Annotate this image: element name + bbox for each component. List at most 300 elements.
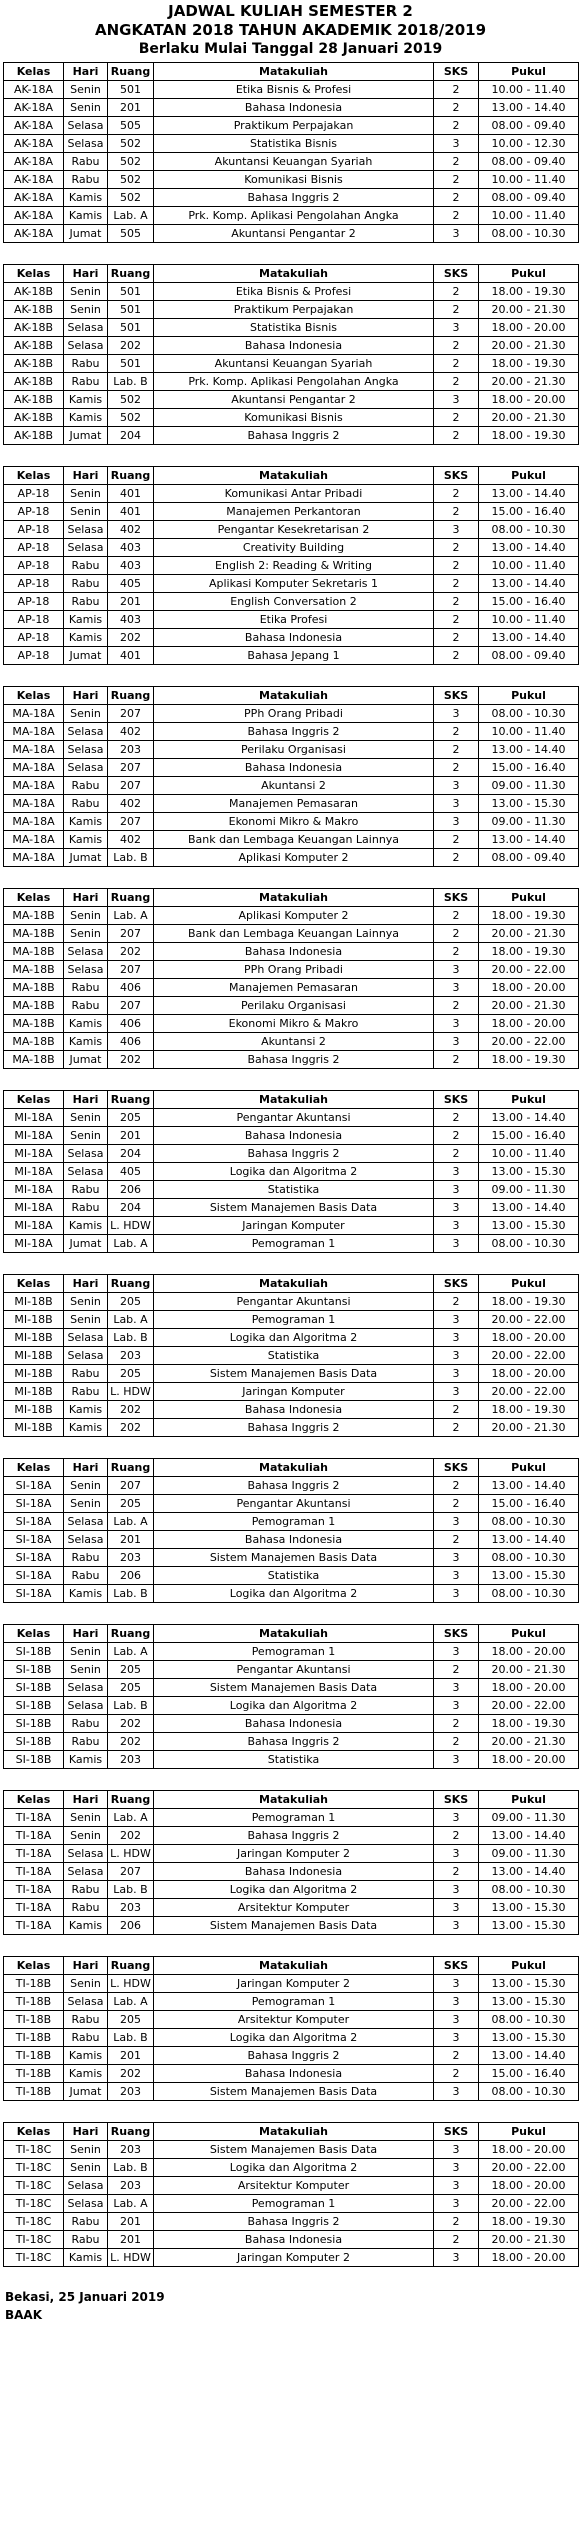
cell-sks: 2 [434, 611, 479, 629]
cell-matakuliah: Ekonomi Mikro & Makro [154, 1015, 434, 1033]
cell-matakuliah: Pengantar Kesekretarisan 2 [154, 521, 434, 539]
cell-matakuliah: Prk. Komp. Aplikasi Pengolahan Angka [154, 373, 434, 391]
cell-matakuliah: Sistem Manajemen Basis Data [154, 2083, 434, 2101]
cell-sks: 2 [434, 153, 479, 171]
table-row [4, 741, 579, 759]
cell-hari: Senin [64, 1127, 108, 1145]
cell-hari: Senin [64, 1311, 108, 1329]
cell-kelas: MA-18B [4, 907, 64, 925]
cell-pukul: 13.00 - 14.40 [479, 1109, 579, 1127]
table-row [4, 409, 579, 427]
cell-ruang: 402 [108, 723, 154, 741]
cell-kelas: TI-18A [4, 1845, 64, 1863]
table-row [4, 539, 579, 557]
cell-pukul: 13.00 - 15.30 [479, 1975, 579, 1993]
cell-hari: Kamis [64, 2065, 108, 2083]
cell-pukul: 13.00 - 14.40 [479, 1477, 579, 1495]
schedule-table [3, 1790, 579, 1935]
cell-hari: Selasa [64, 961, 108, 979]
table-row [4, 2065, 579, 2083]
column-header-kelas: Kelas [4, 1275, 64, 1293]
table-row [4, 207, 579, 225]
cell-hari: Kamis [64, 1033, 108, 1051]
cell-ruang: 205 [108, 1365, 154, 1383]
column-header-sks: SKS [434, 1791, 479, 1809]
cell-matakuliah: Logika dan Algoritma 2 [154, 2029, 434, 2047]
cell-ruang: 206 [108, 1567, 154, 1585]
cell-sks: 2 [434, 997, 479, 1015]
cell-hari: Rabu [64, 373, 108, 391]
cell-ruang: 207 [108, 777, 154, 795]
cell-sks: 3 [434, 813, 479, 831]
column-header-hari: Hari [64, 1459, 108, 1477]
cell-kelas: TI-18C [4, 2231, 64, 2249]
cell-sks: 3 [434, 1217, 479, 1235]
cell-ruang: Lab. A [108, 1311, 154, 1329]
cell-kelas: TI-18C [4, 2177, 64, 2195]
cell-sks: 2 [434, 427, 479, 445]
cell-kelas: MI-18B [4, 1293, 64, 1311]
cell-ruang: 201 [108, 2231, 154, 2249]
cell-pukul: 18.00 - 20.00 [479, 391, 579, 409]
cell-sks: 3 [434, 1697, 479, 1715]
cell-pukul: 20.00 - 22.00 [479, 1347, 579, 1365]
table-header-row [4, 1957, 579, 1975]
cell-ruang: 403 [108, 557, 154, 575]
column-header-pukul: Pukul [479, 467, 579, 485]
cell-matakuliah: Bahasa Inggris 2 [154, 1051, 434, 1069]
cell-ruang: 203 [108, 2083, 154, 2101]
table-row [4, 1697, 579, 1715]
table-row [4, 373, 579, 391]
cell-hari: Senin [64, 925, 108, 943]
cell-sks: 2 [434, 81, 479, 99]
cell-sks: 2 [434, 207, 479, 225]
cell-kelas: MA-18B [4, 1033, 64, 1051]
cell-pukul: 18.00 - 20.00 [479, 2177, 579, 2195]
cell-pukul: 20.00 - 21.30 [479, 925, 579, 943]
cell-pukul: 13.00 - 14.40 [479, 741, 579, 759]
cell-sks: 3 [434, 1679, 479, 1697]
cell-kelas: AP-18 [4, 557, 64, 575]
table-row [4, 2159, 579, 2177]
cell-ruang: 203 [108, 1751, 154, 1769]
cell-ruang: 406 [108, 979, 154, 997]
cell-ruang: 202 [108, 1733, 154, 1751]
table-row [4, 2011, 579, 2029]
cell-ruang: 202 [108, 1051, 154, 1069]
column-header-sks: SKS [434, 1625, 479, 1643]
cell-matakuliah: Bahasa Indonesia [154, 759, 434, 777]
cell-ruang: 204 [108, 1145, 154, 1163]
table-row [4, 319, 579, 337]
cell-sks: 2 [434, 355, 479, 373]
table-row [4, 1751, 579, 1769]
cell-kelas: SI-18A [4, 1495, 64, 1513]
cell-ruang: 207 [108, 1863, 154, 1881]
table-row [4, 1661, 579, 1679]
cell-sks: 3 [434, 521, 479, 539]
cell-sks: 2 [434, 759, 479, 777]
cell-hari: Rabu [64, 979, 108, 997]
cell-kelas: MI-18B [4, 1347, 64, 1365]
cell-sks: 2 [434, 539, 479, 557]
cell-matakuliah: Etika Profesi [154, 611, 434, 629]
cell-sks: 2 [434, 1495, 479, 1513]
cell-matakuliah: Sistem Manajemen Basis Data [154, 2141, 434, 2159]
cell-kelas: SI-18B [4, 1751, 64, 1769]
cell-hari: Selasa [64, 943, 108, 961]
cell-hari: Rabu [64, 2231, 108, 2249]
cell-ruang: 402 [108, 521, 154, 539]
cell-sks: 3 [434, 2249, 479, 2267]
cell-matakuliah: Pemograman 1 [154, 1643, 434, 1661]
table-row [4, 1679, 579, 1697]
cell-kelas: AK-18A [4, 171, 64, 189]
cell-ruang: 207 [108, 705, 154, 723]
cell-pukul: 20.00 - 22.00 [479, 1311, 579, 1329]
cell-kelas: AK-18A [4, 117, 64, 135]
cell-matakuliah: Bank dan Lembaga Keuangan Lainnya [154, 831, 434, 849]
cell-ruang: 203 [108, 2141, 154, 2159]
cell-matakuliah: Bahasa Inggris 2 [154, 723, 434, 741]
cell-ruang: 205 [108, 1495, 154, 1513]
cell-pukul: 15.00 - 16.40 [479, 1127, 579, 1145]
table-row [4, 1643, 579, 1661]
cell-sks: 3 [434, 1917, 479, 1935]
column-header-pukul: Pukul [479, 687, 579, 705]
cell-kelas: MA-18A [4, 723, 64, 741]
table-header-row [4, 1791, 579, 1809]
table-header-row [4, 1625, 579, 1643]
cell-matakuliah: Sistem Manajemen Basis Data [154, 1199, 434, 1217]
cell-ruang: 207 [108, 759, 154, 777]
cell-matakuliah: Manajemen Pemasaran [154, 979, 434, 997]
cell-pukul: 08.00 - 09.40 [479, 647, 579, 665]
cell-kelas: SI-18B [4, 1733, 64, 1751]
cell-hari: Senin [64, 503, 108, 521]
cell-sks: 3 [434, 319, 479, 337]
cell-sks: 2 [434, 171, 479, 189]
cell-pukul: 13.00 - 14.40 [479, 99, 579, 117]
column-header-kelas: Kelas [4, 1791, 64, 1809]
cell-pukul: 18.00 - 19.30 [479, 283, 579, 301]
cell-pukul: 13.00 - 14.40 [479, 831, 579, 849]
cell-hari: Jumat [64, 849, 108, 867]
cell-pukul: 13.00 - 14.40 [479, 1199, 579, 1217]
cell-pukul: 18.00 - 20.00 [479, 1015, 579, 1033]
cell-hari: Jumat [64, 2083, 108, 2101]
cell-kelas: TI-18C [4, 2249, 64, 2267]
table-row [4, 1715, 579, 1733]
cell-matakuliah: Bahasa Indonesia [154, 99, 434, 117]
table-row [4, 1015, 579, 1033]
table-row [4, 2231, 579, 2249]
cell-pukul: 08.00 - 10.30 [479, 1881, 579, 1899]
cell-matakuliah: Akuntansi Keuangan Syariah [154, 355, 434, 373]
cell-kelas: SI-18A [4, 1585, 64, 1603]
cell-ruang: 202 [108, 1715, 154, 1733]
schedule-table [3, 62, 579, 243]
cell-hari: Jumat [64, 427, 108, 445]
cell-matakuliah: Bahasa Inggris 2 [154, 2047, 434, 2065]
table-row [4, 759, 579, 777]
cell-kelas: AK-18A [4, 153, 64, 171]
cell-pukul: 08.00 - 09.40 [479, 153, 579, 171]
cell-matakuliah: Arsitektur Komputer [154, 2177, 434, 2195]
document-subtitle: ANGKATAN 2018 TAHUN AKADEMIK 2018/2019 [94, 21, 487, 39]
table-row [4, 1145, 579, 1163]
cell-pukul: 08.00 - 10.30 [479, 1585, 579, 1603]
cell-kelas: TI-18B [4, 1993, 64, 2011]
cell-hari: Senin [64, 1643, 108, 1661]
cell-kelas: MI-18B [4, 1365, 64, 1383]
cell-ruang: 205 [108, 1679, 154, 1697]
document-footer [5, 2288, 581, 2324]
cell-ruang: 203 [108, 1347, 154, 1365]
cell-matakuliah: Bahasa Inggris 2 [154, 189, 434, 207]
table-header-row [4, 467, 579, 485]
cell-kelas: MA-18B [4, 1051, 64, 1069]
cell-hari: Selasa [64, 1845, 108, 1863]
cell-kelas: TI-18B [4, 2011, 64, 2029]
cell-sks: 3 [434, 225, 479, 243]
schedule-table [3, 264, 579, 445]
cell-hari: Kamis [64, 1585, 108, 1603]
cell-kelas: TI-18C [4, 2159, 64, 2177]
table-row [4, 1347, 579, 1365]
table-row [4, 997, 579, 1015]
cell-sks: 2 [434, 1661, 479, 1679]
cell-matakuliah: PPh Orang Pribadi [154, 705, 434, 723]
cell-kelas: MI-18B [4, 1329, 64, 1347]
cell-ruang: 205 [108, 1293, 154, 1311]
table-row [4, 283, 579, 301]
cell-hari: Kamis [64, 1015, 108, 1033]
cell-hari: Rabu [64, 795, 108, 813]
schedule-table [3, 1458, 579, 1603]
cell-kelas: TI-18A [4, 1881, 64, 1899]
cell-matakuliah: Etika Bisnis & Profesi [154, 81, 434, 99]
cell-matakuliah: Bahasa Inggris 2 [154, 427, 434, 445]
column-header-hari: Hari [64, 687, 108, 705]
column-header-matakuliah: Matakuliah [154, 1957, 434, 1975]
cell-sks: 3 [434, 2011, 479, 2029]
cell-sks: 2 [434, 2213, 479, 2231]
cell-ruang: 202 [108, 629, 154, 647]
cell-matakuliah: Statistika [154, 1567, 434, 1585]
cell-sks: 2 [434, 2231, 479, 2249]
cell-ruang: Lab. B [108, 2159, 154, 2177]
cell-pukul: 20.00 - 22.00 [479, 2159, 579, 2177]
cell-pukul: 20.00 - 22.00 [479, 1697, 579, 1715]
cell-sks: 2 [434, 723, 479, 741]
cell-pukul: 20.00 - 21.30 [479, 1661, 579, 1679]
cell-kelas: MA-18B [4, 1015, 64, 1033]
column-header-sks: SKS [434, 1957, 479, 1975]
cell-pukul: 15.00 - 16.40 [479, 503, 579, 521]
cell-ruang: L. HDW [108, 1383, 154, 1401]
column-header-kelas: Kelas [4, 687, 64, 705]
cell-ruang: 202 [108, 1827, 154, 1845]
cell-pukul: 18.00 - 20.00 [479, 1751, 579, 1769]
column-header-matakuliah: Matakuliah [154, 2123, 434, 2141]
cell-kelas: MA-18A [4, 705, 64, 723]
cell-matakuliah: Bahasa Indonesia [154, 1401, 434, 1419]
cell-hari: Rabu [64, 575, 108, 593]
cell-matakuliah: Pemograman 1 [154, 1993, 434, 2011]
cell-sks: 2 [434, 1145, 479, 1163]
table-row [4, 1235, 579, 1253]
table-row [4, 1567, 579, 1585]
cell-hari: Kamis [64, 831, 108, 849]
document-title: JADWAL KULIAH SEMESTER 2 [168, 2, 413, 20]
cell-hari: Senin [64, 1477, 108, 1495]
cell-pukul: 08.00 - 10.30 [479, 2083, 579, 2101]
cell-kelas: AK-18B [4, 337, 64, 355]
cell-pukul: 20.00 - 22.00 [479, 1033, 579, 1051]
cell-kelas: TI-18B [4, 2083, 64, 2101]
cell-sks: 3 [434, 2195, 479, 2213]
cell-hari: Kamis [64, 207, 108, 225]
cell-hari: Kamis [64, 1217, 108, 1235]
cell-kelas: TI-18A [4, 1917, 64, 1935]
cell-ruang: Lab. B [108, 1881, 154, 1899]
cell-kelas: MA-18B [4, 997, 64, 1015]
cell-matakuliah: Logika dan Algoritma 2 [154, 1163, 434, 1181]
cell-hari: Selasa [64, 117, 108, 135]
cell-hari: Rabu [64, 593, 108, 611]
cell-matakuliah: Bahasa Indonesia [154, 337, 434, 355]
table-row [4, 1477, 579, 1495]
cell-kelas: SI-18B [4, 1697, 64, 1715]
table-row [4, 1051, 579, 1069]
column-header-hari: Hari [64, 2123, 108, 2141]
cell-ruang: 203 [108, 2177, 154, 2195]
cell-matakuliah: Bahasa Inggris 2 [154, 1477, 434, 1495]
cell-sks: 3 [434, 1993, 479, 2011]
cell-hari: Kamis [64, 409, 108, 427]
cell-sks: 3 [434, 135, 479, 153]
cell-sks: 2 [434, 1827, 479, 1845]
cell-matakuliah: Jaringan Komputer 2 [154, 2249, 434, 2267]
cell-matakuliah: Logika dan Algoritma 2 [154, 1329, 434, 1347]
cell-sks: 3 [434, 1311, 479, 1329]
cell-ruang: 207 [108, 997, 154, 1015]
cell-kelas: TI-18A [4, 1899, 64, 1917]
schedule-table [3, 686, 579, 867]
cell-kelas: AK-18A [4, 207, 64, 225]
cell-ruang: 207 [108, 1477, 154, 1495]
cell-sks: 2 [434, 593, 479, 611]
cell-kelas: AK-18A [4, 225, 64, 243]
column-header-kelas: Kelas [4, 265, 64, 283]
cell-ruang: 406 [108, 1015, 154, 1033]
cell-kelas: MA-18A [4, 741, 64, 759]
column-header-kelas: Kelas [4, 1459, 64, 1477]
column-header-pukul: Pukul [479, 1275, 579, 1293]
cell-sks: 2 [434, 849, 479, 867]
table-header-row [4, 1275, 579, 1293]
cell-kelas: TI-18C [4, 2141, 64, 2159]
cell-kelas: AK-18B [4, 409, 64, 427]
cell-sks: 3 [434, 979, 479, 997]
table-row [4, 1975, 579, 1993]
cell-hari: Senin [64, 2159, 108, 2177]
cell-kelas: MA-18A [4, 759, 64, 777]
schedule-table [3, 1624, 579, 1769]
cell-kelas: SI-18A [4, 1549, 64, 1567]
cell-ruang: 201 [108, 1531, 154, 1549]
cell-sks: 2 [434, 301, 479, 319]
cell-kelas: AP-18 [4, 629, 64, 647]
cell-pukul: 20.00 - 21.30 [479, 1733, 579, 1751]
cell-pukul: 09.00 - 11.30 [479, 1809, 579, 1827]
cell-ruang: 403 [108, 611, 154, 629]
cell-kelas: AK-18A [4, 189, 64, 207]
cell-sks: 3 [434, 1549, 479, 1567]
cell-sks: 2 [434, 1109, 479, 1127]
cell-kelas: MA-18A [4, 777, 64, 795]
cell-pukul: 13.00 - 15.30 [479, 1993, 579, 2011]
table-row [4, 2047, 579, 2065]
cell-pukul: 13.00 - 15.30 [479, 1917, 579, 1935]
table-row [4, 503, 579, 521]
cell-ruang: 405 [108, 1163, 154, 1181]
cell-sks: 3 [434, 1329, 479, 1347]
column-header-kelas: Kelas [4, 889, 64, 907]
cell-kelas: TI-18B [4, 2065, 64, 2083]
cell-hari: Rabu [64, 1715, 108, 1733]
cell-kelas: SI-18A [4, 1567, 64, 1585]
cell-ruang: 205 [108, 1109, 154, 1127]
table-row [4, 1585, 579, 1603]
cell-hari: Selasa [64, 1531, 108, 1549]
cell-pukul: 13.00 - 15.30 [479, 1899, 579, 1917]
cell-matakuliah: Bahasa Indonesia [154, 943, 434, 961]
cell-matakuliah: Praktikum Perpajakan [154, 301, 434, 319]
cell-ruang: 203 [108, 1549, 154, 1567]
column-header-hari: Hari [64, 1791, 108, 1809]
cell-kelas: TI-18B [4, 2029, 64, 2047]
cell-sks: 2 [434, 557, 479, 575]
cell-hari: Selasa [64, 2177, 108, 2195]
table-row [4, 1033, 579, 1051]
cell-hari: Senin [64, 1109, 108, 1127]
schedule-table [3, 2122, 579, 2267]
table-row [4, 135, 579, 153]
cell-pukul: 10.00 - 11.40 [479, 1145, 579, 1163]
cell-matakuliah: English Conversation 2 [154, 593, 434, 611]
cell-pukul: 13.00 - 15.30 [479, 795, 579, 813]
cell-ruang: 502 [108, 171, 154, 189]
cell-sks: 2 [434, 1477, 479, 1495]
column-header-sks: SKS [434, 63, 479, 81]
cell-pukul: 13.00 - 14.40 [479, 1863, 579, 1881]
column-header-sks: SKS [434, 1459, 479, 1477]
column-header-sks: SKS [434, 467, 479, 485]
cell-kelas: MI-18B [4, 1419, 64, 1437]
cell-sks: 3 [434, 1199, 479, 1217]
cell-hari: Senin [64, 283, 108, 301]
table-row [4, 1531, 579, 1549]
cell-sks: 3 [434, 1751, 479, 1769]
cell-matakuliah: Statistika [154, 1751, 434, 1769]
cell-hari: Rabu [64, 1181, 108, 1199]
table-row [4, 2249, 579, 2267]
cell-kelas: MI-18A [4, 1145, 64, 1163]
cell-ruang: L. HDW [108, 1975, 154, 1993]
